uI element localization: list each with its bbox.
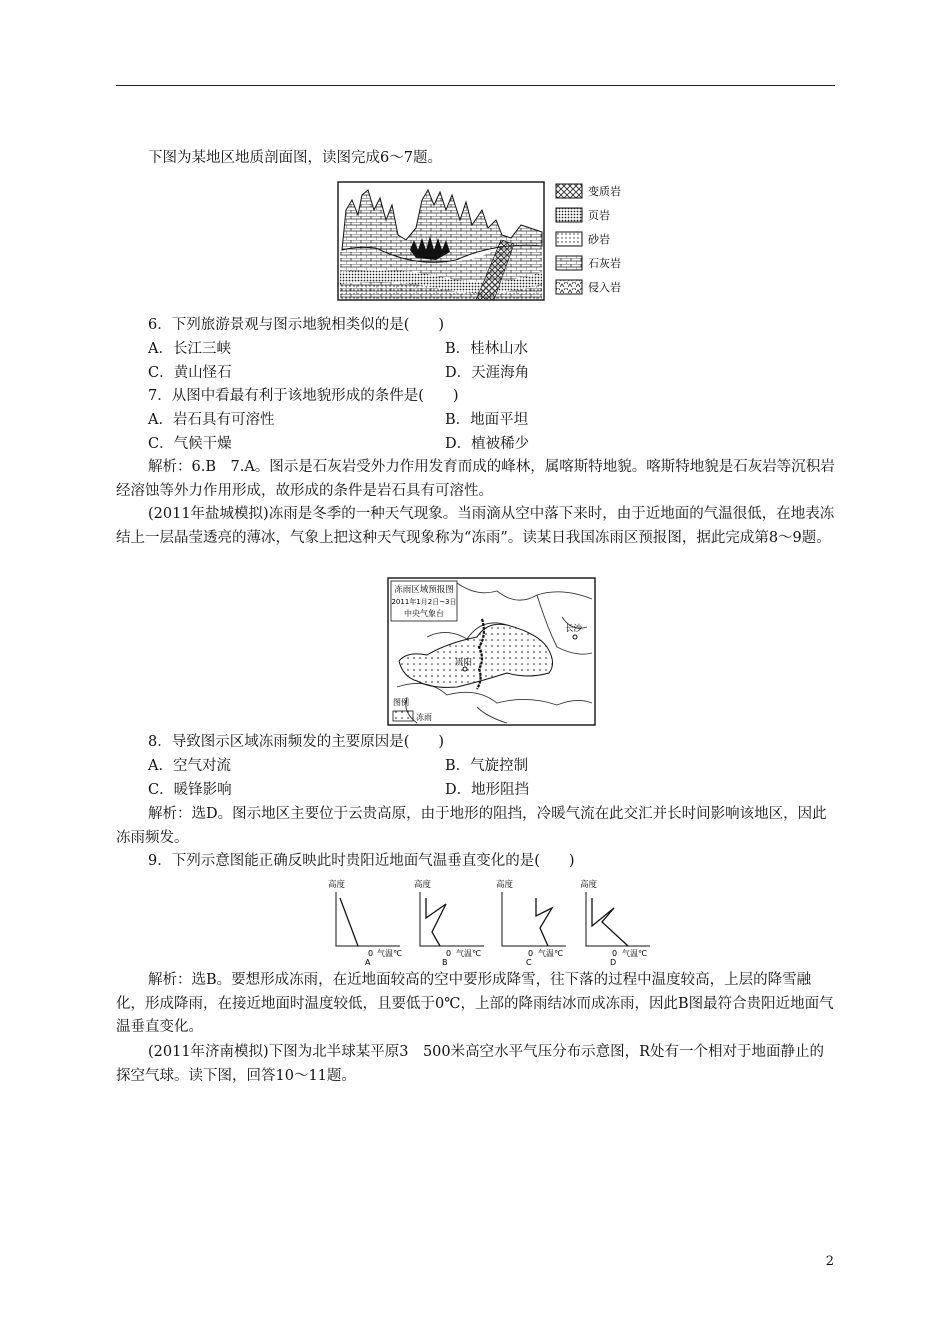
graph-d-xlabel: 气温℃	[622, 949, 647, 958]
intro-8-9: (2011年盐城模拟)冻雨是冬季的一种天气现象。当雨滴从空中落下来时，由于近地面的气温很低，在地表冻结上一层晶莹透亮的薄冰，气象上把这种天气现象称为“冻雨”。读某日我国冻雨区预报图，据此完成第8～9题。	[116, 506, 835, 546]
map-date: 2011年1月2日~3日	[391, 598, 457, 606]
q9-stem: 9．下列示意图能正确反映此时贵阳近地面气温垂直变化的是( )	[148, 853, 575, 869]
answer-6-7: 解析：6.B 7.A。图示是石灰岩受外力作用发育而成的峰林，属喀斯特地貌。喀斯特地貌是石灰岩等沉积岩经溶蚀等外力作用形成，故形成的条件是岩石具有可溶性。	[116, 459, 835, 499]
graph-a-zero: 0	[368, 949, 374, 958]
city-changsha: 长沙	[565, 624, 583, 634]
city-guiyang: 贵阳	[455, 658, 473, 668]
legend-intrusive: 侵入岩	[588, 281, 621, 294]
header-rule	[116, 85, 835, 86]
graph-c-letter: C	[526, 958, 532, 966]
graph-c-ylabel: 高度	[496, 880, 514, 890]
legend-metamorphic: 变质岩	[588, 185, 621, 198]
graph-b	[414, 879, 484, 966]
graph-d-zero: 0	[612, 949, 618, 958]
graph-d	[580, 879, 650, 966]
graph-b-letter: B	[442, 958, 448, 966]
answer-9: 解析：选B。要想形成冻雨，在近地面较高的空中要形成降雪，往下落的过程中温度较高，上层的降雪融化，形成降雨，在接近地面时温度较低，且要低于0℃，上部的降雨结冰而成冻雨，因此B图最符合贵阳近地面气温垂直变化。	[116, 972, 834, 1035]
graph-a-letter: A	[365, 958, 371, 966]
q6-option-b: B．桂林山水	[445, 341, 529, 357]
q6-stem: 6．下列旅游景观与图示地貌相类似的是( )	[148, 317, 445, 333]
graph-d-ylabel: 高度	[580, 880, 598, 890]
graph-b-xlabel: 气温℃	[456, 949, 481, 958]
intro-6-7: 下图为某地区地质剖面图，读图完成6～7题。	[148, 150, 442, 166]
map-legend-item: 冻雨	[416, 713, 432, 722]
graph-c-zero: 0	[528, 949, 534, 958]
legend-shale: 页岩	[588, 209, 610, 222]
map-legend-title: 图例	[393, 698, 409, 707]
q7-stem: 7．从图中看最有利于该地貌形成的条件是( )	[148, 388, 459, 404]
answer-8: 解析：选D。图示地区主要位于云贵高原，由于地形的阻挡，冷暖气流在此交汇并长时间影响该地区，因此冻雨频发。	[116, 806, 827, 846]
q8-option-b: B．气旋控制	[445, 758, 529, 774]
graph-c-xlabel: 气温℃	[538, 949, 563, 958]
q8-stem: 8．导致图示区域冻雨频发的主要原因是( )	[148, 734, 445, 750]
graph-d-letter: D	[610, 958, 617, 966]
q7-option-b: B．地面平坦	[445, 412, 529, 428]
graph-a-xlabel: 气温℃	[377, 949, 402, 958]
graph-b-ylabel: 高度	[414, 880, 432, 890]
q6-option-d: D．天涯海角	[445, 365, 530, 381]
q6-option-a: A．长江三峡	[148, 341, 231, 357]
q6-option-c: C．黄山怪石	[148, 365, 232, 381]
map-source: 中央气象台	[404, 609, 444, 618]
legend-sandstone: 砂岩	[588, 233, 610, 246]
q7-option-c: C．气候干燥	[148, 436, 232, 452]
q8-option-c: C．暖锋影响	[148, 782, 232, 798]
q8-option-d: D．地形阻挡	[445, 782, 530, 798]
graph-a	[328, 879, 402, 966]
q8-option-a: A．空气对流	[148, 758, 231, 774]
legend-limestone: 石灰岩	[588, 257, 621, 270]
intro-10-11: (2011年济南模拟)下图为北半球某平原3 500米高空水平气压分布示意图，R处有一个相对于地面静止的探空气球。读下图，回答10～11题。	[116, 1044, 825, 1084]
freezing-rain-map	[387, 577, 597, 731]
q7-option-d: D．植被稀少	[445, 436, 530, 452]
map-title: 冻雨区域预报图	[394, 585, 454, 595]
graph-a-ylabel: 高度	[328, 880, 346, 890]
geologic-section-figure	[336, 180, 648, 308]
q7-option-a: A．岩石具有可溶性	[148, 412, 275, 428]
temperature-profile-graphs	[322, 876, 658, 970]
page-number: 2	[825, 1254, 834, 1269]
graph-b-zero: 0	[446, 949, 452, 958]
graph-c	[496, 879, 566, 966]
